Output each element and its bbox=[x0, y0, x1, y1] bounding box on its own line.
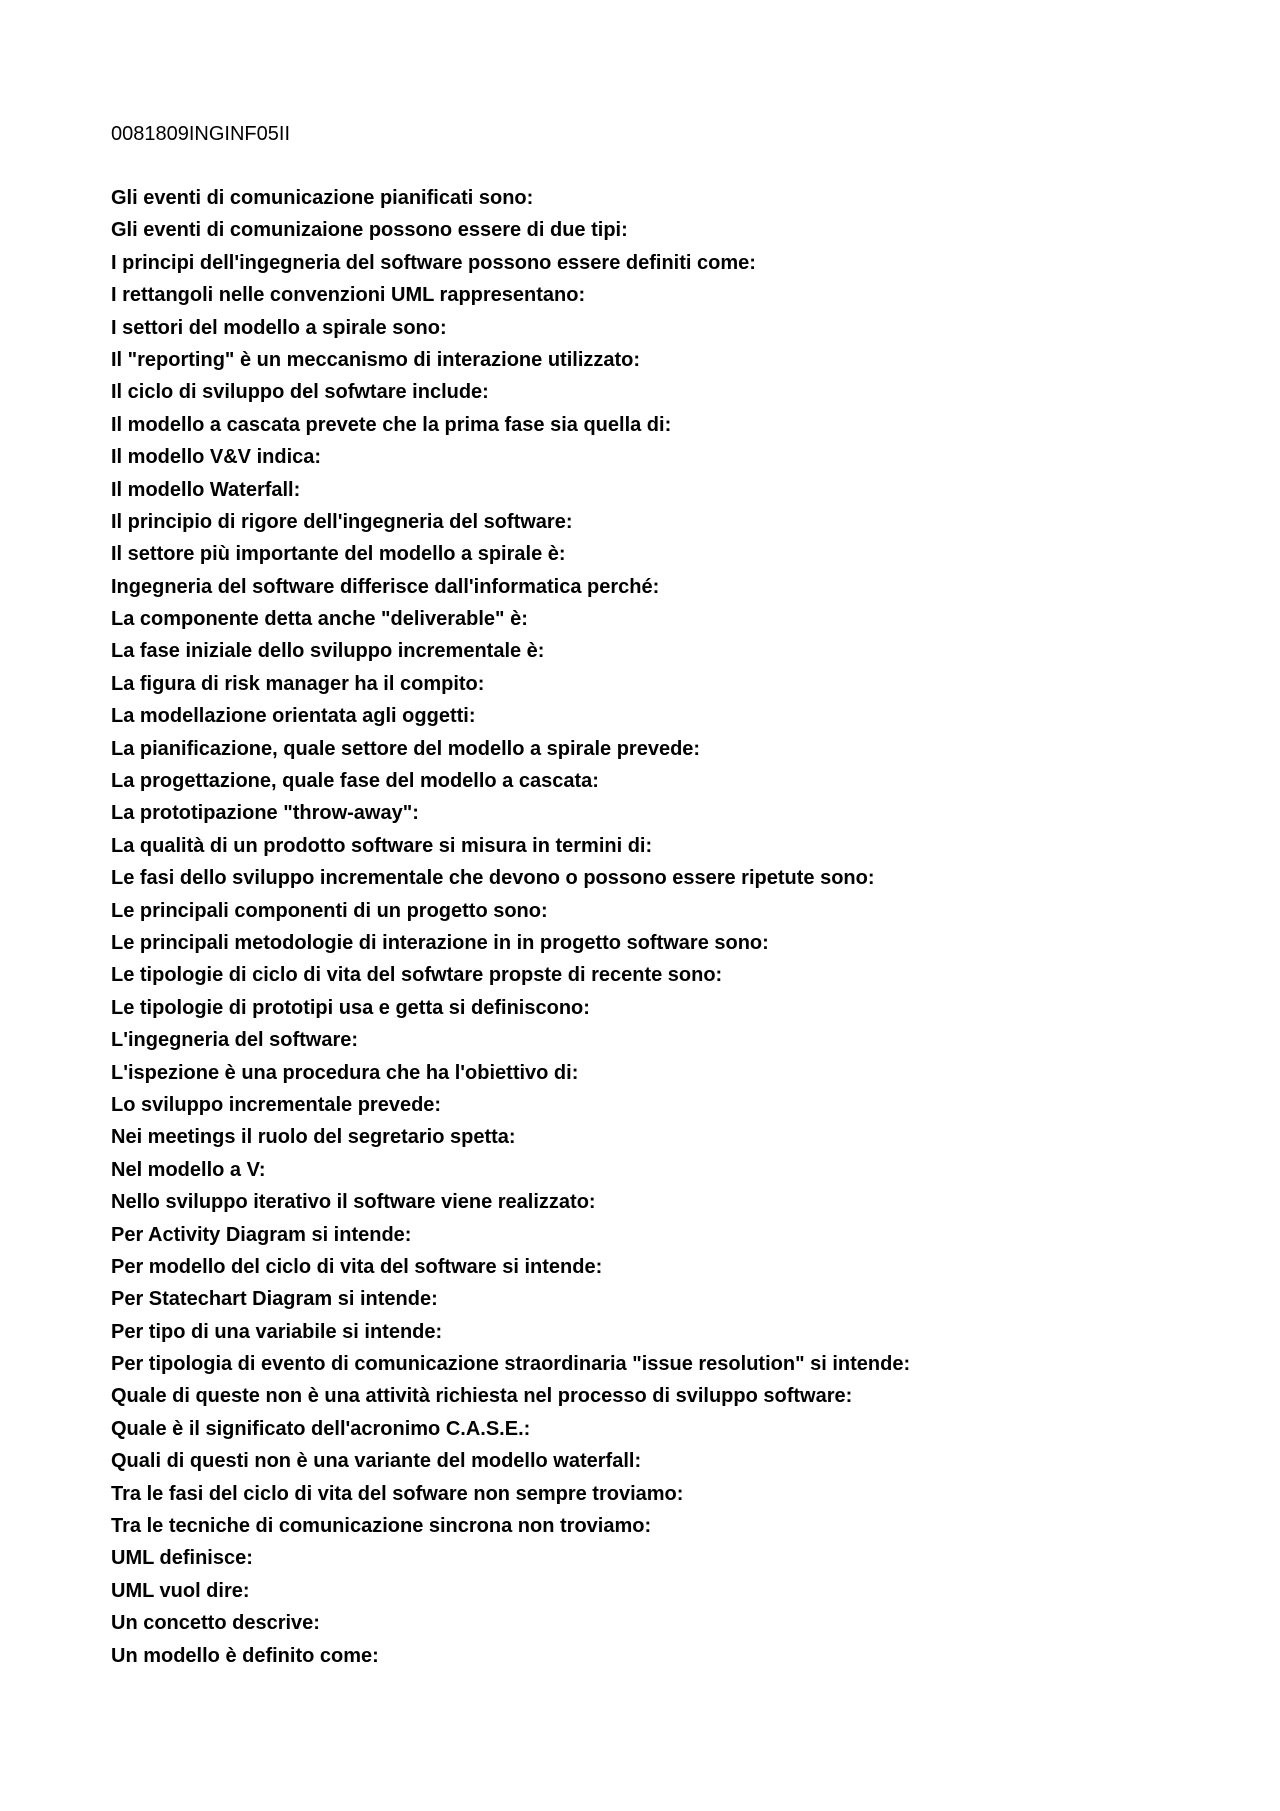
question-item: L'ingegneria del software: bbox=[111, 1029, 359, 1052]
question-item: Tra le fasi del ciclo di vita del sofware non sempre troviamo: bbox=[111, 1482, 684, 1505]
question-item: Quale di queste non è una attività richiesta nel processo di sviluppo software: bbox=[111, 1385, 853, 1408]
question-item: Ingegneria del software differisce dall'informatica perché: bbox=[111, 575, 660, 598]
question-item: Tra le tecniche di comunicazione sincrona non troviamo: bbox=[111, 1515, 652, 1538]
question-item: Per tipologia di evento di comunicazione straordinaria "issue resolution" si intende: bbox=[111, 1353, 911, 1376]
question-item: Il modello V&V indica: bbox=[111, 446, 322, 469]
question-item: I settori del modello a spirale sono: bbox=[111, 316, 447, 339]
question-item: UML definisce: bbox=[111, 1547, 253, 1570]
question-item: Nel modello a V: bbox=[111, 1158, 266, 1181]
question-item: Un concetto descrive: bbox=[111, 1612, 320, 1635]
question-item: Il settore più importante del modello a spirale è: bbox=[111, 543, 566, 566]
question-item: Per Activity Diagram si intende: bbox=[111, 1223, 412, 1246]
question-item: La figura di risk manager ha il compito: bbox=[111, 672, 485, 695]
question-item: Il principio di rigore dell'ingegneria del software: bbox=[111, 510, 573, 533]
question-item: UML vuol dire: bbox=[111, 1579, 250, 1602]
question-item: Le tipologie di prototipi usa e getta si definiscono: bbox=[111, 996, 590, 1019]
question-item: La prototipazione "throw-away": bbox=[111, 802, 419, 825]
question-item: Lo sviluppo incrementale prevede: bbox=[111, 1093, 442, 1116]
question-item: Gli eventi di comunizaione possono essere di due tipi: bbox=[111, 219, 628, 242]
question-item: Il modello a cascata prevete che la prima fase sia quella di: bbox=[111, 413, 672, 436]
question-item: Quali di questi non è una variante del modello waterfall: bbox=[111, 1450, 642, 1473]
question-item: La pianificazione, quale settore del modello a spirale prevede: bbox=[111, 737, 701, 760]
question-item: L'ispezione è una procedura che ha l'obiettivo di: bbox=[111, 1061, 579, 1084]
question-item: Nello sviluppo iterativo il software viene realizzato: bbox=[111, 1191, 596, 1214]
question-item: La qualità di un prodotto software si misura in termini di: bbox=[111, 834, 653, 857]
question-item: Le principali metodologie di interazione in in progetto software sono: bbox=[111, 931, 769, 954]
question-item: La componente detta anche "deliverable" è: bbox=[111, 608, 528, 631]
question-item: Nei meetings il ruolo del segretario spetta: bbox=[111, 1126, 516, 1149]
question-item: Per modello del ciclo di vita del software si intende: bbox=[111, 1255, 603, 1278]
question-list bbox=[111, 182, 910, 1672]
question-item: Le tipologie di ciclo di vita del sofwtare propste di recente sono: bbox=[111, 964, 723, 987]
question-item: Un modello è definito come: bbox=[111, 1644, 379, 1667]
question-item: Le principali componenti di un progetto sono: bbox=[111, 899, 548, 922]
question-item: Il ciclo di sviluppo del sofwtare include: bbox=[111, 381, 489, 404]
question-item: Per Statechart Diagram si intende: bbox=[111, 1288, 438, 1311]
question-item: Le fasi dello sviluppo incrementale che devono o possono essere ripetute sono: bbox=[111, 867, 875, 890]
question-item: Quale è il significato dell'acronimo C.A.S.E.: bbox=[111, 1417, 531, 1440]
question-item: Il modello Waterfall: bbox=[111, 478, 301, 501]
question-item: Per tipo di una variabile si intende: bbox=[111, 1320, 443, 1343]
question-item: La modellazione orientata agli oggetti: bbox=[111, 705, 476, 728]
document-code: 0081809INGINF05II bbox=[111, 123, 290, 145]
question-item: La progettazione, quale fase del modello a cascata: bbox=[111, 770, 599, 793]
question-item: Gli eventi di comunicazione pianificati sono: bbox=[111, 187, 534, 209]
question-item: Il "reporting" è un meccanismo di interazione utilizzato: bbox=[111, 348, 641, 371]
question-item: La fase iniziale dello sviluppo incrementale è: bbox=[111, 640, 545, 663]
question-item: I principi dell'ingegneria del software possono essere definiti come: bbox=[111, 251, 756, 274]
question-item: I rettangoli nelle convenzioni UML rappresentano: bbox=[111, 284, 586, 307]
